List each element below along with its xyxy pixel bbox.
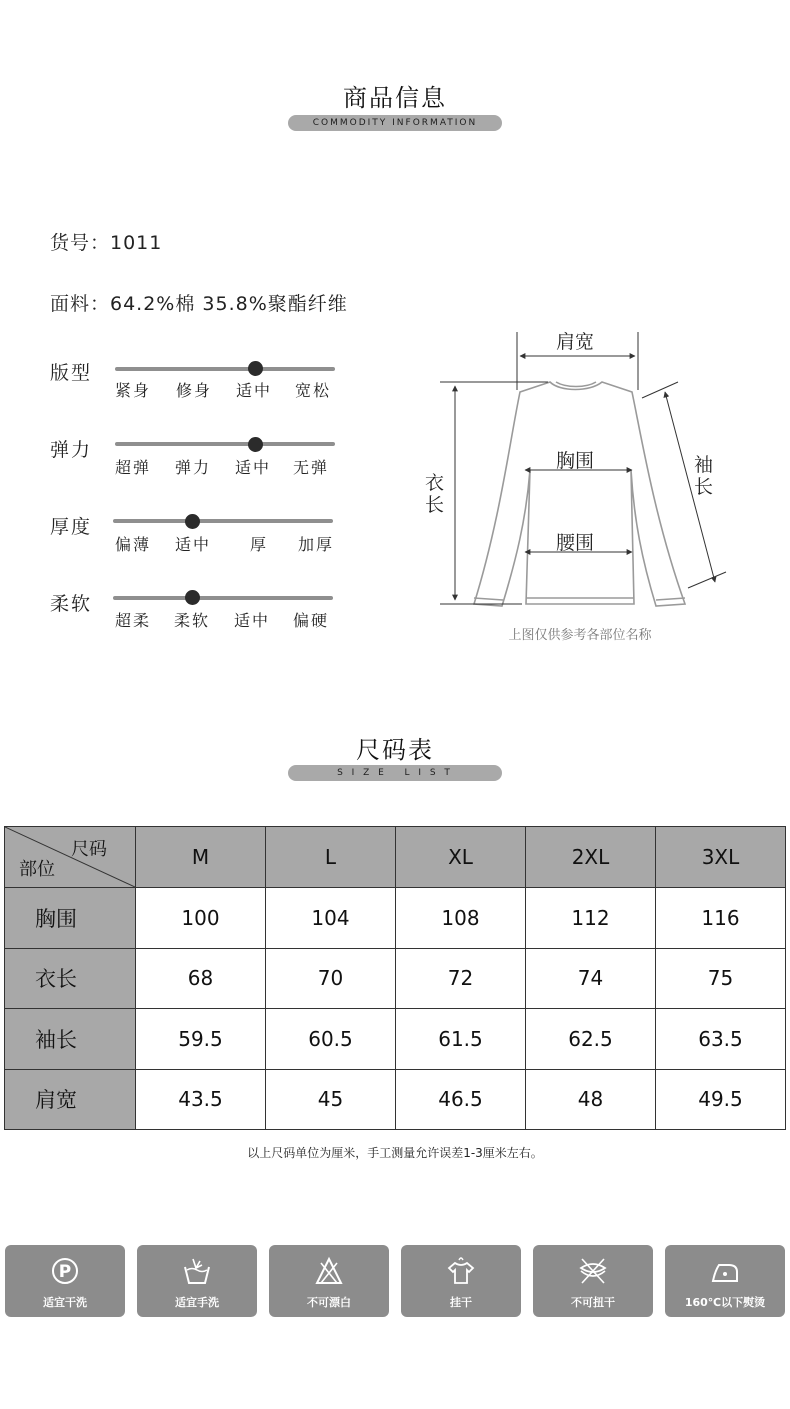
- care-dry-clean: [5, 1245, 125, 1317]
- fabric-composition: 面料：64.2%棉 35.8%聚酯纤维: [50, 293, 348, 315]
- row-label: 衣长: [5, 948, 136, 1009]
- scale-option: 无弹: [293, 458, 330, 477]
- scale-option: 适中: [236, 381, 273, 400]
- scale-option: 超弹: [115, 458, 152, 477]
- table-cell: 63.5: [656, 1009, 786, 1070]
- scale-option: 厚: [250, 535, 269, 554]
- care-label: 160℃以下熨烫: [684, 1296, 766, 1309]
- attribute-label: 版型: [50, 362, 93, 384]
- size-header: M: [136, 827, 266, 888]
- size-list-subtitle: S I Z E L I S T: [288, 765, 502, 781]
- item-number: 货号：1011: [50, 232, 163, 254]
- care-label: 挂干: [450, 1296, 472, 1309]
- care-no-wring: [533, 1245, 653, 1317]
- scale-marker: [248, 361, 263, 376]
- table-cell: 108: [396, 888, 526, 949]
- table-cell: 116: [656, 888, 786, 949]
- table-row: [5, 888, 786, 949]
- table-row: [5, 1069, 786, 1130]
- table-cell: 75: [656, 948, 786, 1009]
- table-cell: 60.5: [266, 1009, 396, 1070]
- table-cell: 74: [526, 948, 656, 1009]
- diagram-caption: 上图仅供参考各部位名称: [508, 628, 652, 643]
- shoulder-label: 肩宽: [556, 331, 595, 353]
- attribute-label: 厚度: [50, 516, 93, 538]
- size-header: 3XL: [656, 827, 786, 888]
- scale-option: 修身: [176, 381, 213, 400]
- sleeve-label: 袖长: [694, 454, 714, 498]
- scale-option: 宽松: [295, 381, 332, 400]
- table-row: [5, 1009, 786, 1070]
- scale-option: 适中: [234, 611, 271, 630]
- scale-track: [113, 596, 333, 600]
- table-cell: 49.5: [656, 1069, 786, 1130]
- table-cell: 48: [526, 1069, 656, 1130]
- attribute-label: 弹力: [50, 439, 93, 461]
- iron-icon: [709, 1255, 741, 1287]
- commodity-title: 商品信息: [343, 84, 447, 112]
- scale-option: 柔软: [174, 611, 211, 630]
- hand-wash-icon: [181, 1255, 213, 1287]
- chest-label: 胸围: [556, 450, 595, 472]
- scale-marker: [185, 590, 200, 605]
- table-cell: 68: [136, 948, 266, 1009]
- table-cell: 59.5: [136, 1009, 266, 1070]
- attribute-label: 柔软: [50, 593, 93, 615]
- table-cell: 62.5: [526, 1009, 656, 1070]
- care-label: 适宜手洗: [175, 1296, 219, 1309]
- table-cell: 72: [396, 948, 526, 1009]
- scale-option: 适中: [175, 535, 212, 554]
- care-label: 不可扭干: [571, 1296, 615, 1309]
- size-list-title: 尺码表: [356, 736, 434, 764]
- table-cell: 112: [526, 888, 656, 949]
- size-header: L: [266, 827, 396, 888]
- size-table: [4, 826, 786, 1130]
- scale-marker: [185, 514, 200, 529]
- care-no-bleach: [269, 1245, 389, 1317]
- row-label: 肩宽: [5, 1069, 136, 1130]
- table-cell: 46.5: [396, 1069, 526, 1130]
- corner-cell: [5, 827, 136, 888]
- size-header: XL: [396, 827, 526, 888]
- row-label: 袖长: [5, 1009, 136, 1070]
- scale-track: [115, 367, 335, 371]
- scale-marker: [248, 437, 263, 452]
- waist-label: 腰围: [556, 532, 595, 554]
- table-cell: 45: [266, 1069, 396, 1130]
- scale-track: [113, 519, 333, 523]
- scale-option: 加厚: [298, 535, 335, 554]
- scale-option: 适中: [235, 458, 272, 477]
- table-cell: 100: [136, 888, 266, 949]
- care-hang-dry: [401, 1245, 521, 1317]
- row-label: 胸围: [5, 888, 136, 949]
- care-label: 不可漂白: [307, 1296, 351, 1309]
- dry-clean-icon: [49, 1255, 81, 1287]
- table-cell: 61.5: [396, 1009, 526, 1070]
- scale-option: 超柔: [115, 611, 152, 630]
- table-header-row: [5, 827, 786, 888]
- length-label: 衣长: [425, 472, 445, 516]
- measurement-note: 以上尺码单位为厘米，手工测量允许误差1-3厘米左右。: [247, 1146, 543, 1160]
- corner-part-label: 部位: [19, 859, 55, 880]
- scale-option: 紧身: [115, 381, 152, 400]
- scale-option: 弹力: [175, 458, 212, 477]
- care-label: 适宜干洗: [43, 1296, 87, 1309]
- table-row: [5, 948, 786, 1009]
- table-cell: 104: [266, 888, 396, 949]
- corner-size-label: 尺码: [71, 839, 107, 860]
- svg-text:P: P: [58, 1262, 72, 1282]
- scale-option: 偏薄: [115, 535, 152, 554]
- scale-track: [115, 442, 335, 446]
- no-wring-icon: [577, 1255, 609, 1287]
- size-header: 2XL: [526, 827, 656, 888]
- table-cell: 70: [266, 948, 396, 1009]
- care-hand-wash: [137, 1245, 257, 1317]
- table-cell: 43.5: [136, 1069, 266, 1130]
- commodity-subtitle: COMMODITY INFORMATION: [288, 115, 502, 131]
- care-iron: [665, 1245, 785, 1317]
- scale-option: 偏硬: [293, 611, 330, 630]
- no-bleach-icon: [313, 1255, 345, 1287]
- hang-dry-icon: [445, 1255, 477, 1287]
